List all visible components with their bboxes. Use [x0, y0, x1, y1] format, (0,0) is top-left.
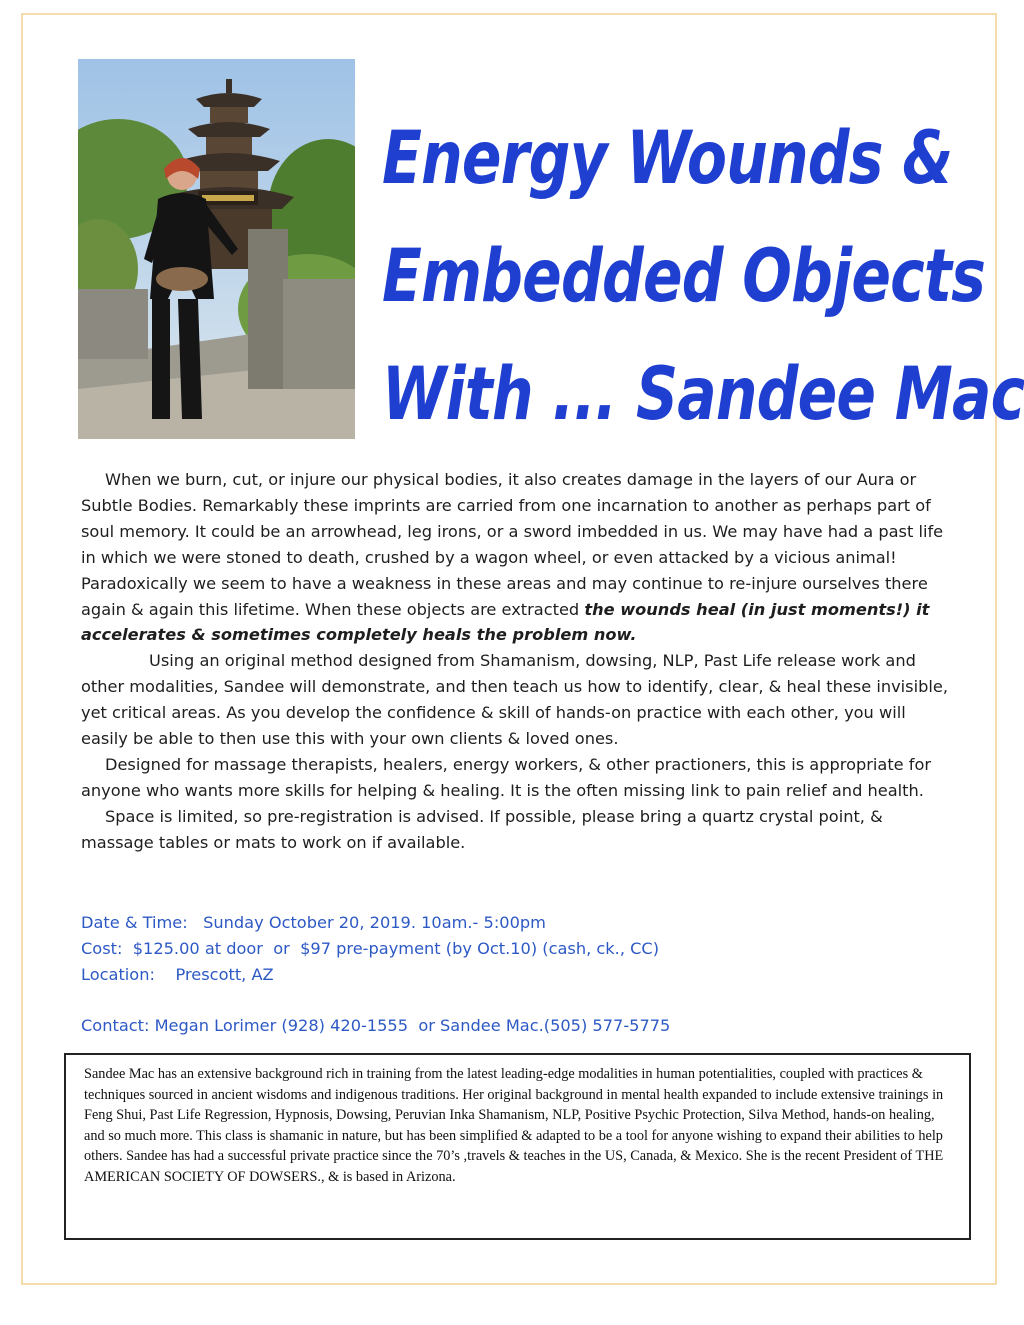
date-time: Date & Time: Sunday October 20, 2019. 10am.- 5:00pm [81, 913, 546, 932]
paragraph-1-text: When we burn, cut, or injure our physical bodies, it also creates damage in the layers of our Aura or Subtle Bodies. Remarkably these imprints are carried from one incarnation to another as perhaps part of soul memory. It could be an arrowhead, leg irons, or a sword imbedded in us. We may have had a past life in which we were stoned to death, crushed by a wagon wheel, or even attacked by a vicious animal! Paradoxically we seem to have a weakness in these areas and may continue to re-injure ourselves there again & again this lifetime. When these objects are extracted [81, 470, 944, 619]
contact-info: Contact: Megan Lorimer (928) 420-1555 or Sandee Mac.(505) 577-5775 [81, 1016, 671, 1035]
paragraph-1 [81, 467, 953, 648]
description-body [81, 467, 953, 856]
title-line-1: Energy Wounds & [382, 116, 953, 201]
cost: Cost: $125.00 at door or $97 pre-payment (by Oct.10) (cash, ck., CC) [81, 939, 660, 958]
photo-illustration [78, 59, 355, 439]
photo-of-woman-at-pagoda [78, 59, 355, 439]
bio-box: Sandee Mac has an extensive background rich in training from the latest leading-edge modalities in human potentialities, coupled with practices & techniques sourced in ancient wisdoms and indigenous traditions. Her original background in mental health expanded to include extensive trainings in Feng Shui, Past Life Regression, Hypnosis, Dowsing, Peruvian Inka Shamanism, NLP, Positive Psychic Protection, Silva Method, hands-on healing, and so much more. This class is shamanic in nature, but has been simplified & adapted to be a tool for anyone wishing to expand their abilities to help others. Sandee has had a successful private practice since the 70’s ,travels & teaches in the US, Canada, & Mexico. She is the recent President of THE AMERICAN SOCIETY OF DOWSERS., & is based in Arizona. [64, 1053, 971, 1240]
event-details [81, 910, 953, 988]
paragraph-2: Using an original method designed from Shamanism, dowsing, NLP, Past Life release work and other modalities, Sandee will demonstrate, and then teach us how to identify, clear, & heal these invisible, yet critical areas. As you develop the confidence & skill of hands-on practice with each other, you will easily be able to then use this with your own clients & loved ones. [81, 651, 948, 749]
title-line-3: With ... Sandee Mac [382, 352, 1024, 437]
title-line-2: Embedded Objects [382, 234, 986, 319]
location: Location: Prescott, AZ [81, 965, 274, 984]
paragraph-1-emphasis: the wounds heal (in just moments!) it accelerates & sometimes completely heals the problem now. [81, 599, 930, 645]
paragraph-4: Space is limited, so pre-registration is advised. If possible, please bring a quartz crystal point, & massage tables or mats to work on if available. [81, 806, 883, 852]
paragraph-3: Designed for massage therapists, healers, energy workers, & other practioners, this is appropriate for anyone who wants more skills for helping & healing. It is the often missing link to pain relief and health. [81, 754, 932, 800]
flyer-title [382, 100, 1024, 454]
